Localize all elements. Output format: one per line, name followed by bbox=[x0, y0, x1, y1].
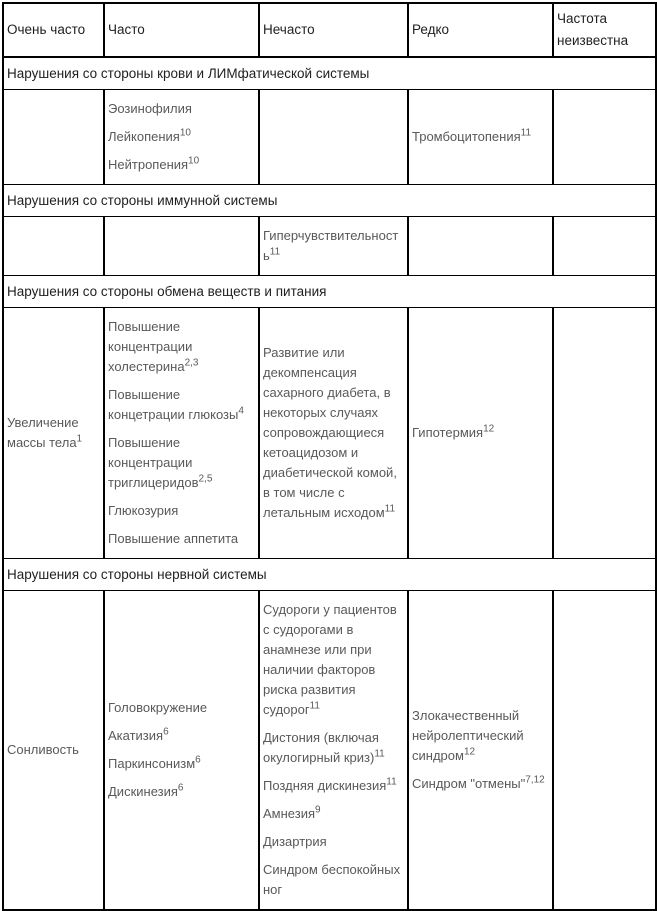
cell-item: Развитие или декомпенсация сахарного диабета, в некоторых случаях сопровождающиеся кетоацидозом и диабетической комой, в том числе с летальным исходом$^{11}$ bbox=[263, 345, 397, 520]
footnote-reference: 10 bbox=[188, 155, 200, 167]
table-cell bbox=[408, 217, 553, 276]
column-header-common: Часто bbox=[104, 3, 259, 57]
column-header-rare: Редко bbox=[408, 3, 553, 57]
section-row bbox=[3, 57, 656, 90]
table-cell bbox=[259, 591, 408, 911]
footnote-reference: 6 bbox=[177, 782, 184, 794]
cell-item: Судороги у пациентов с судорогами в анамнезе или при наличии факторов риска развития судорог$^{11}$ bbox=[263, 602, 397, 717]
footnote-reference: 12 bbox=[463, 746, 476, 758]
cell-item: Повышение аппетита bbox=[108, 531, 239, 546]
data-row bbox=[3, 90, 656, 185]
table-cell bbox=[553, 308, 656, 559]
cell-item: Лейкопения$^{10}$ bbox=[108, 127, 191, 144]
cell-item: Злокачественный нейролептический синдром$^{12}$ bbox=[412, 708, 524, 763]
cell-item: Паркинсонизм$^6$ bbox=[108, 754, 201, 771]
table-body bbox=[3, 57, 656, 910]
footnote-reference: 2,5 bbox=[198, 473, 213, 485]
table-cell bbox=[408, 308, 553, 559]
data-row bbox=[3, 308, 656, 559]
footnote-reference: 2,3 bbox=[184, 357, 199, 369]
cell-item: Гипотермия$^{12}$ bbox=[412, 423, 495, 440]
table-cell bbox=[104, 90, 259, 185]
cell-item: Синдром беспокойных ног bbox=[263, 862, 401, 897]
table-cell bbox=[408, 90, 553, 185]
table-cell bbox=[104, 217, 259, 276]
cell-item: Поздняя дискинезия$^{11}$ bbox=[263, 776, 397, 793]
data-row bbox=[3, 591, 656, 911]
cell-item: Эозинофилия bbox=[108, 101, 192, 116]
table-cell bbox=[104, 308, 259, 559]
cell-item: Повышение концетрации глюкозы$^4$ bbox=[108, 387, 244, 422]
footnote-reference: 11 bbox=[386, 776, 397, 788]
cell-item: Амнезия$^9$ bbox=[263, 804, 321, 821]
cell-item: Дизартрия bbox=[263, 834, 327, 849]
cell-item: Головокружение bbox=[108, 700, 208, 715]
cell-item: Повышение концентрации холестерина$^{2,3}$ bbox=[108, 319, 199, 374]
cell-item: Глюкозурия bbox=[108, 503, 179, 518]
section-row bbox=[3, 559, 656, 591]
table-cell bbox=[553, 217, 656, 276]
footnote-reference: 4 bbox=[238, 405, 244, 417]
cell-item: Синдром "отмены"$^{7,12}$ bbox=[412, 774, 545, 791]
table-cell bbox=[3, 591, 104, 911]
footnote-reference: 11 bbox=[309, 700, 320, 712]
footnote-reference: 12 bbox=[483, 423, 495, 435]
footnote-reference: 11 bbox=[269, 246, 281, 258]
footnote-reference: 11 bbox=[384, 503, 396, 515]
footnote-reference: 11 bbox=[374, 748, 385, 760]
table-cell bbox=[259, 217, 408, 276]
cell-item: Повышение концентрации триглицеридов$^{2,5}$ bbox=[108, 435, 213, 490]
table-cell bbox=[408, 591, 553, 911]
section-header-label: Нарушения со стороны крови и ЛИМфатической системы bbox=[3, 57, 656, 90]
column-header-uncommon: Нечасто bbox=[259, 3, 408, 57]
section-header-label: Нарушения со стороны нервной системы bbox=[3, 559, 656, 591]
table-cell bbox=[104, 591, 259, 911]
cell-item: Увеличение массы тела$^1$ bbox=[7, 415, 83, 450]
cell-item: Дистония (включая окулогирный криз)$^{11}$ bbox=[263, 730, 385, 765]
section-header-label: Нарушения со стороны иммунной системы bbox=[3, 185, 656, 217]
cell-item: Сонливость bbox=[7, 742, 79, 757]
cell-item: Дискинезия$^6$ bbox=[108, 782, 184, 799]
section-row bbox=[3, 276, 656, 308]
table-cell bbox=[553, 591, 656, 911]
cell-item: Гиперчувствительность$^{11}$ bbox=[263, 228, 399, 263]
footnote-reference: 7,12 bbox=[525, 774, 545, 786]
cell-item: Тромбоцитопения$^{11}$ bbox=[412, 127, 532, 144]
table-cell bbox=[3, 217, 104, 276]
data-row bbox=[3, 217, 656, 276]
footnote-reference: 9 bbox=[315, 804, 321, 816]
section-header-label: Нарушения со стороны обмена веществ и питания bbox=[3, 276, 656, 308]
footnote-reference: 1 bbox=[76, 433, 83, 445]
footnote-reference: 6 bbox=[163, 726, 169, 738]
table-cell bbox=[3, 308, 104, 559]
table-cell bbox=[553, 90, 656, 185]
frequency-header-row bbox=[3, 3, 656, 57]
section-row bbox=[3, 185, 656, 217]
footnote-reference: 10 bbox=[179, 127, 191, 139]
adverse-reactions-table bbox=[2, 2, 657, 911]
table-cell bbox=[259, 90, 408, 185]
column-header-unknown: Частота неизвестна bbox=[553, 3, 656, 57]
table-cell bbox=[259, 308, 408, 559]
cell-item: Нейтропения$^{10}$ bbox=[108, 155, 200, 172]
footnote-reference: 6 bbox=[195, 754, 201, 766]
footnote-reference: 11 bbox=[520, 127, 532, 139]
cell-item: Акатизия$^6$ bbox=[108, 726, 169, 743]
column-header-very-common: Очень часто bbox=[3, 3, 104, 57]
table-cell bbox=[3, 90, 104, 185]
